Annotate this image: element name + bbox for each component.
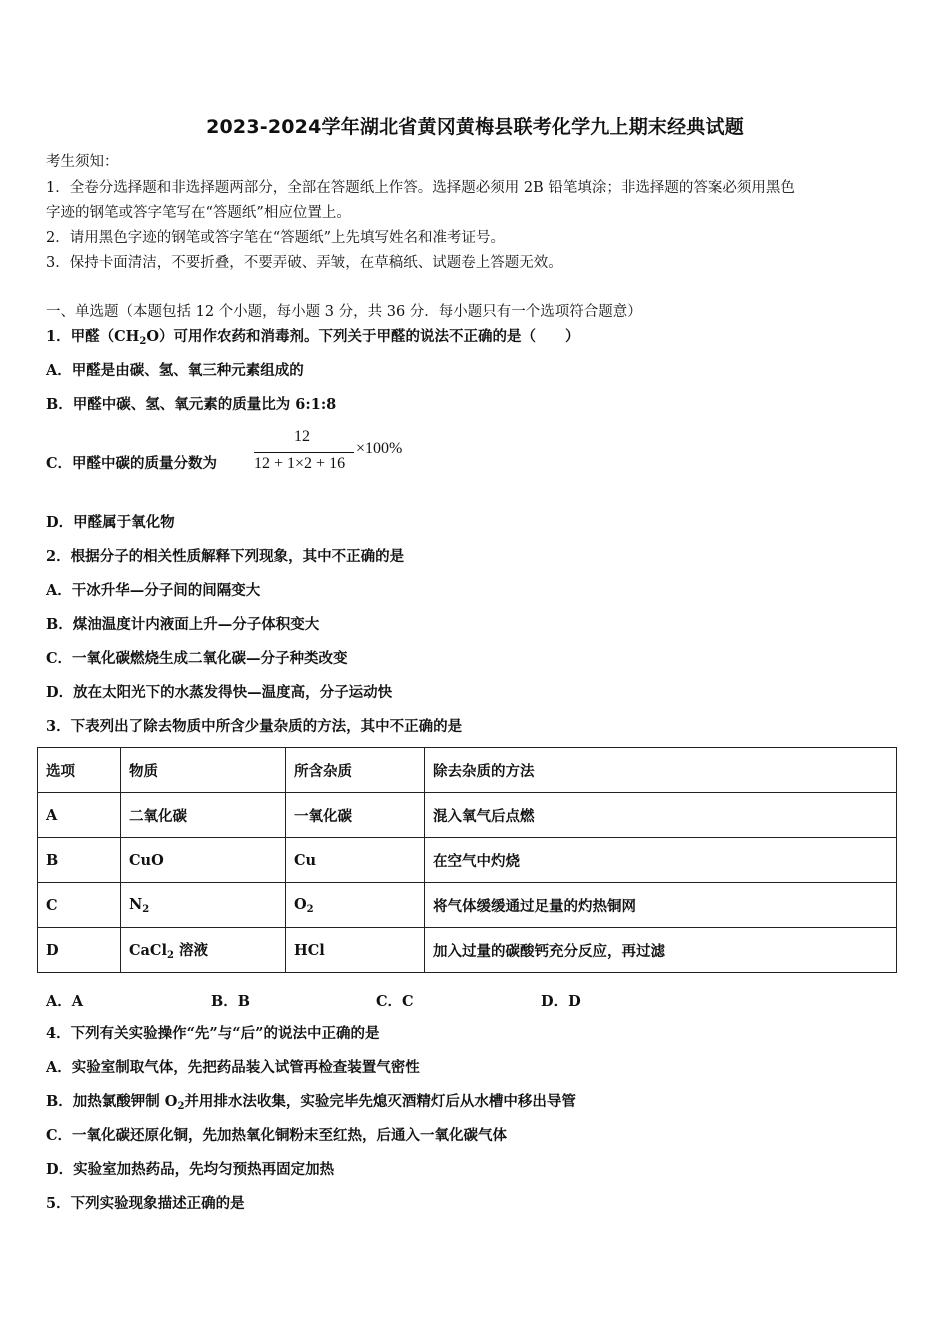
notice-line-2: 2．请用黑色字迹的钢笔或答字笔在“答题纸”上先填写姓名和准考证号。	[46, 230, 506, 246]
formula-cacl: CaCl	[129, 942, 167, 959]
q3-option-a: A．A	[46, 993, 84, 1010]
formula-o: O	[294, 895, 307, 913]
table-cell: A	[38, 793, 121, 838]
q2-option-c: C．一氧化碳燃烧生成二氧化碳—分子种类改变	[46, 650, 348, 667]
q2-option-a: A．干冰升华—分子间的间隔变大	[46, 582, 261, 599]
section-heading: 一、单选题（本题包括 12 个小题，每小题 3 分，共 36 分．每小题只有一个选项符合题意）	[46, 304, 642, 320]
fraction-numerator: 12	[294, 428, 310, 445]
notice-line-1b: 字迹的钢笔或答字笔写在“答题纸”相应位置上。	[46, 205, 351, 221]
table-cell: Cu	[286, 838, 425, 883]
fraction-denominator: 12 + 1×2 + 16	[254, 455, 346, 472]
q5-stem: 5．下列实验现象描述正确的是	[46, 1195, 245, 1212]
header-cell: 物质	[121, 748, 286, 793]
q3-option-d: D．D	[541, 993, 581, 1010]
table-cell: 二氧化碳	[121, 793, 286, 838]
q4-option-b-post: 并用排水法收集，实验完毕先熄灭酒精灯后从水槽中移出导管	[184, 1093, 576, 1110]
q4-option-a: A．实验室制取气体，先把药品装入试管再检查装置气密性	[46, 1059, 420, 1076]
notice-line-1a: 1．全卷分选择题和非选择题两部分，全部在答题纸上作答。选择题必须用 2B 铅笔填涂；非选择题的答案必须用黑色	[46, 180, 795, 196]
q1-stem-post: O）可用作农药和消毒剂。下列关于甲醛的说法不正确的是（ ）	[146, 328, 580, 345]
formula-suffix: 溶液	[173, 942, 209, 959]
notice-heading: 考生须知：	[46, 154, 119, 170]
q3-option-b: B．B	[211, 993, 251, 1010]
header-cell: 除去杂质的方法	[425, 748, 897, 793]
formula-subscript: 2	[167, 950, 174, 961]
q1-stem	[46, 327, 579, 352]
fraction-bar	[254, 452, 354, 453]
table-cell: D	[38, 928, 121, 973]
q4-option-d: D．实验室加热药品，先均匀预热再固定加热	[46, 1161, 335, 1178]
table-cell: 在空气中灼烧	[425, 838, 897, 883]
formula-subscript: 2	[142, 903, 150, 915]
table-cell: 将气体缓缓通过足量的灼热铜网	[425, 883, 897, 928]
page-title: 2023-2024学年湖北省黄冈黄梅县联考化学九上期末经典试题	[206, 116, 744, 138]
formula-n: N	[129, 895, 143, 913]
table-row	[38, 838, 897, 883]
q4-option-b-pre: B．加热氯酸钾制 O	[46, 1093, 178, 1110]
q2-option-b: B．煤油温度计内液面上升—分子体积变大	[46, 616, 320, 633]
q3-stem: 3．下表列出了除去物质中所含少量杂质的方法，其中不正确的是	[46, 718, 463, 735]
table-row	[38, 883, 897, 928]
q4-option-b	[46, 1092, 576, 1117]
q4-option-c: C．一氧化碳还原化铜，先加热氧化铜粉末至红热，后通入一氧化碳气体	[46, 1127, 508, 1144]
q2-stem: 2．根据分子的相关性质解释下列现象，其中不正确的是	[46, 548, 405, 565]
table-cell: 一氧化碳	[286, 793, 425, 838]
q3-option-c: C．C	[376, 993, 414, 1010]
q1-option-c: C．甲醛中碳的质量分数为	[46, 455, 218, 472]
q1-option-d: D．甲醛属于氧化物	[46, 514, 175, 531]
table-cell: C	[38, 883, 121, 928]
table-cell: 混入氧气后点燃	[425, 793, 897, 838]
q4-stem: 4．下列有关实验操作“先”与“后”的说法中正确的是	[46, 1025, 380, 1042]
table-header-row	[38, 748, 897, 793]
q1-option-a: A．甲醛是由碳、氢、氧三种元素组成的	[46, 362, 304, 379]
q4-option-b-sub: 2	[177, 1101, 185, 1112]
table-row	[38, 793, 897, 838]
formula-subscript: 2	[306, 903, 314, 915]
table-cell: B	[38, 838, 121, 883]
table-cell: 加入过量的碳酸钙充分反应，再过滤	[425, 928, 897, 973]
q1-option-b: B．甲醛中碳、氢、氧元素的质量比为 6:1:8	[46, 396, 337, 413]
table-row	[38, 928, 897, 973]
table-cell	[121, 883, 286, 928]
q1-stem-sub: 2	[139, 336, 147, 347]
table-cell	[286, 883, 425, 928]
q2-option-d: D．放在太阳光下的水蒸发得快—温度高，分子运动快	[46, 684, 393, 701]
table-cell: CuO	[121, 838, 286, 883]
fraction-percent: ×100%	[356, 440, 403, 457]
table-cell: HCl	[286, 928, 425, 973]
header-cell: 选项	[38, 748, 121, 793]
q3-table	[37, 747, 897, 973]
header-cell: 所含杂质	[286, 748, 425, 793]
q1-stem-pre: 1．甲醛（CH	[46, 328, 140, 345]
notice-line-3: 3．保持卡面清洁，不要折叠，不要弄破、弄皱，在草稿纸、试题卷上答题无效。	[46, 255, 563, 271]
table-cell	[121, 928, 286, 973]
